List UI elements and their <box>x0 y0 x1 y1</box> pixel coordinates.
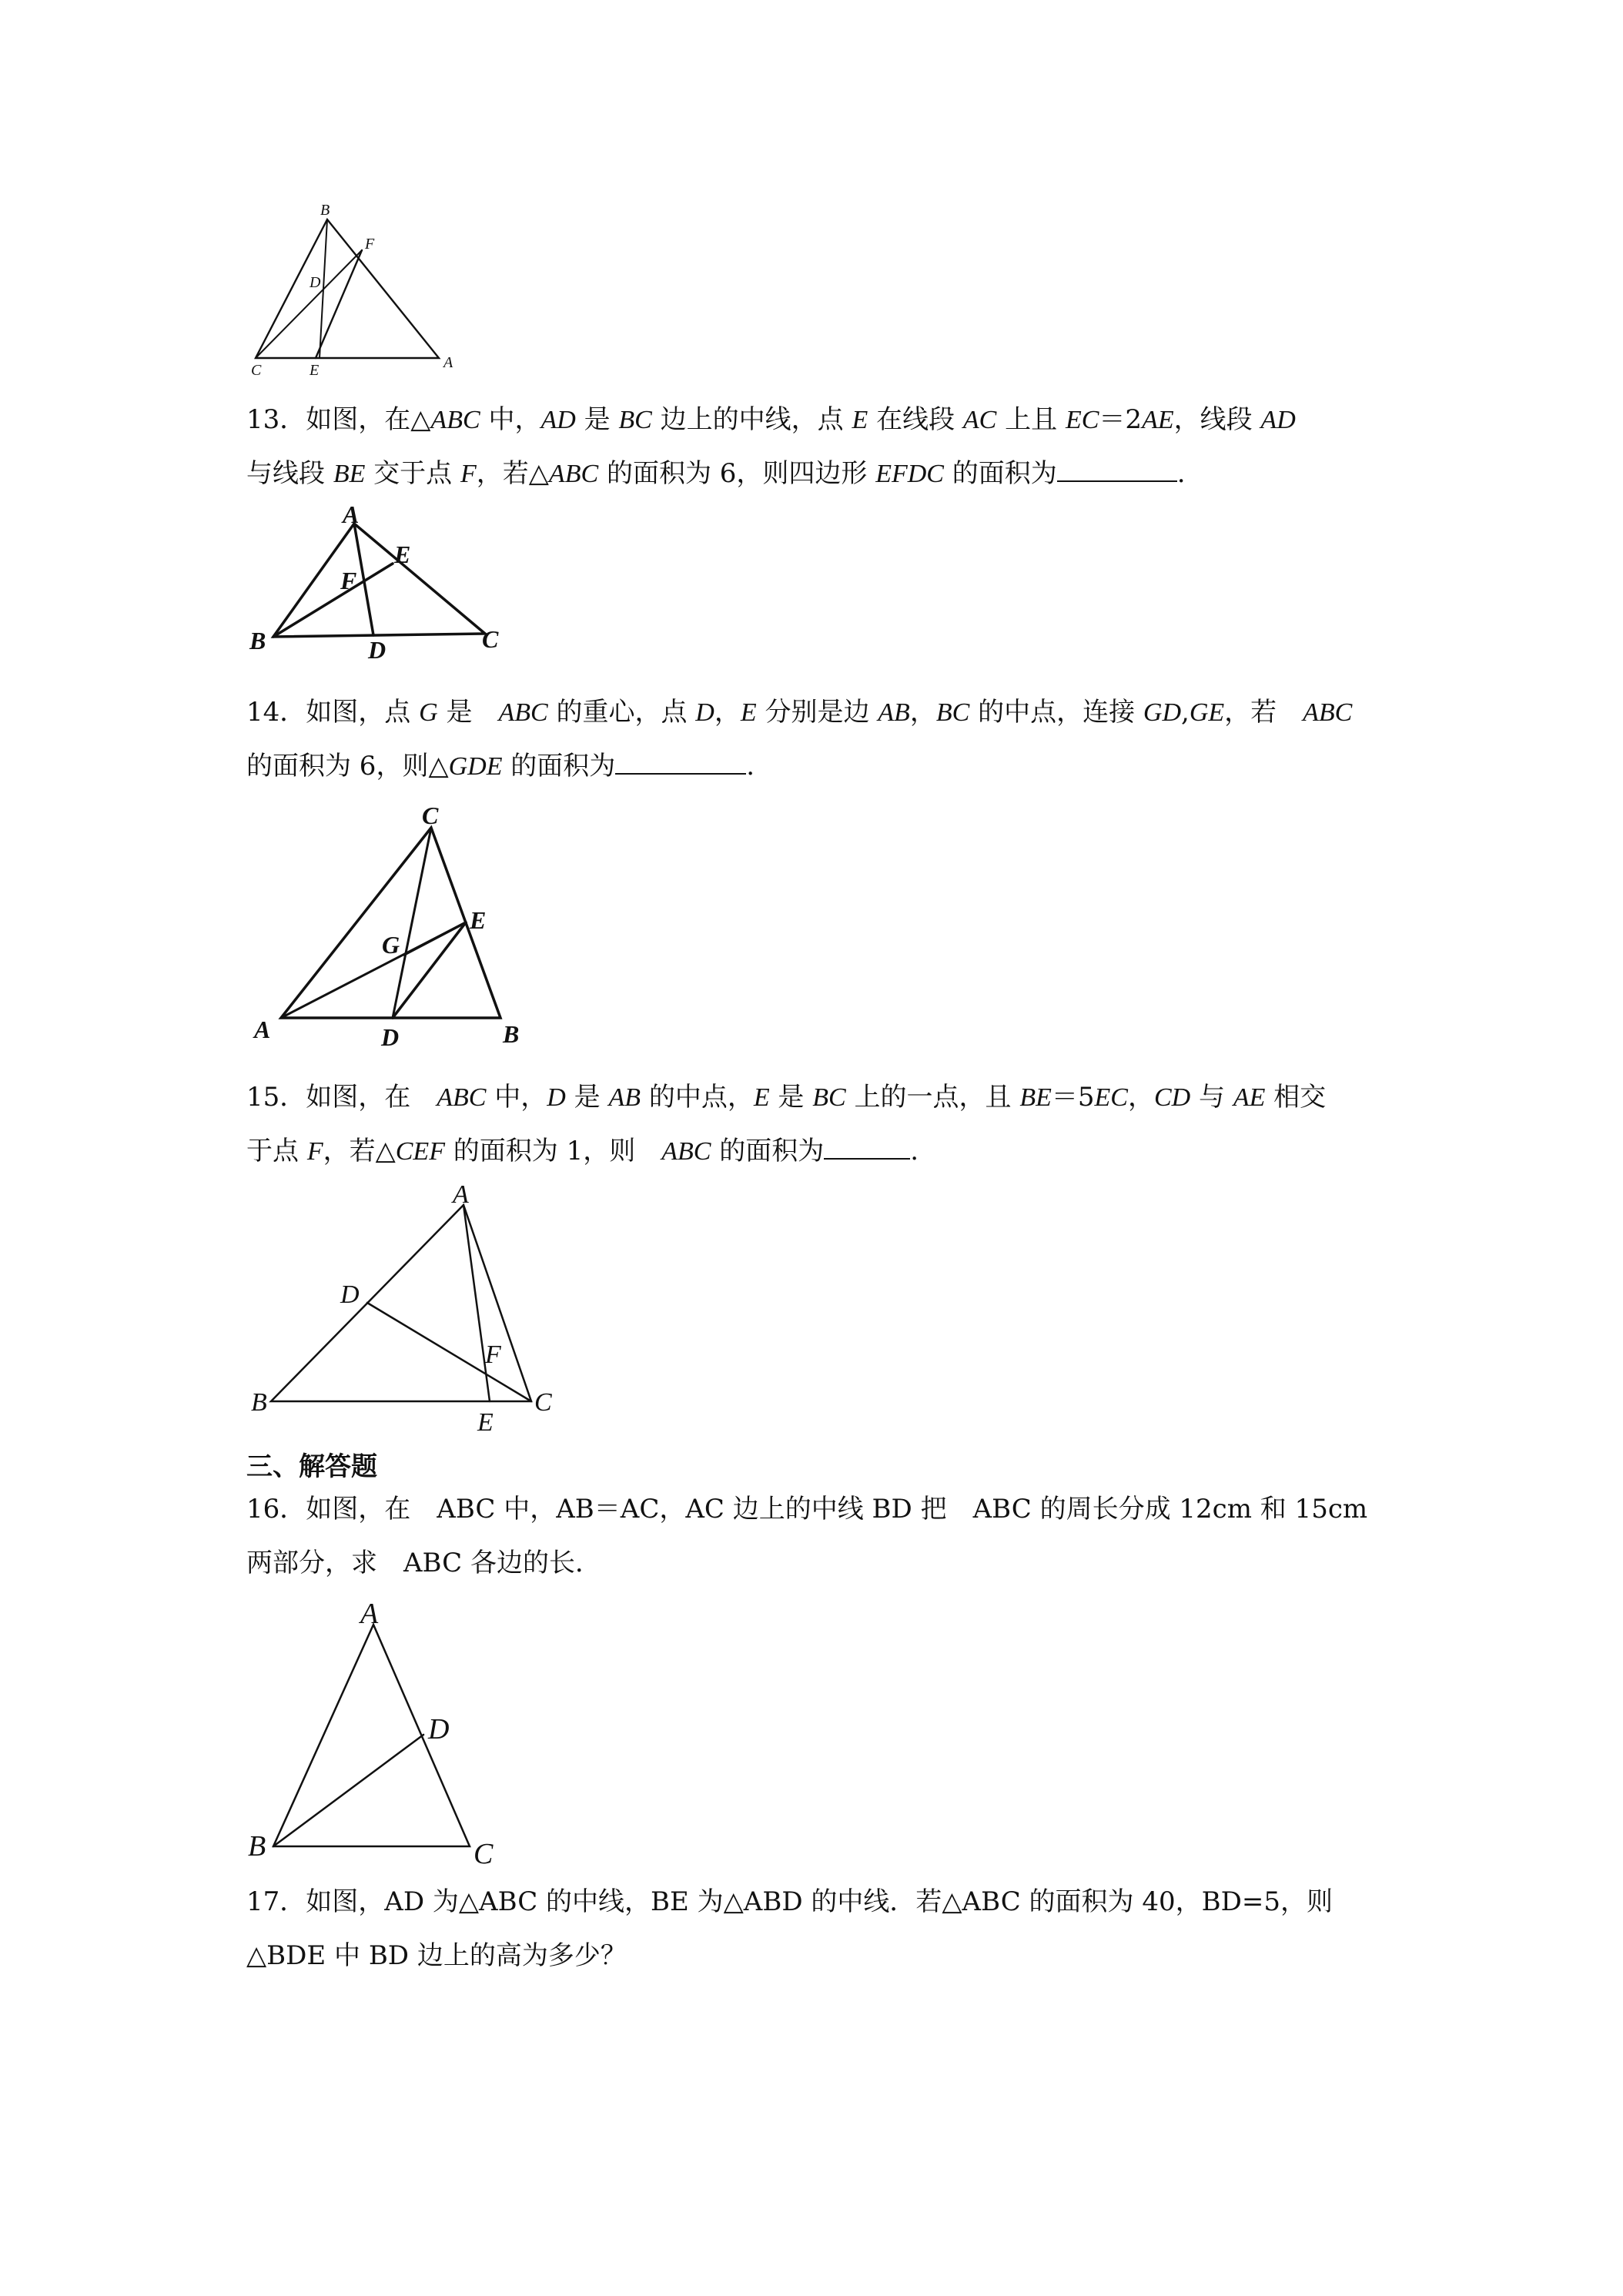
label-c: C <box>251 362 262 379</box>
answer-blank <box>1057 457 1177 482</box>
triangle-abc <box>273 524 485 637</box>
label-d: D <box>310 274 321 291</box>
label-d: D <box>368 636 387 664</box>
label-e: E <box>310 362 320 379</box>
label-b: B <box>251 1388 267 1417</box>
segment-ge <box>404 922 466 955</box>
segment-ad <box>354 524 373 635</box>
label-b: B <box>503 1020 520 1048</box>
median-cd <box>393 828 431 1018</box>
answer-blank <box>615 750 746 775</box>
label-c: C <box>474 1838 494 1870</box>
segment-fc <box>256 250 362 358</box>
question-14-line-2: 的面积为 6，则△GDE 的面积为 . <box>246 751 755 782</box>
label-b: B <box>249 627 266 654</box>
label-a: A <box>453 1180 469 1209</box>
label-c: C <box>482 625 499 653</box>
question-17-line-1: 17．如图，AD 为△ABC 的中线，BE 为△ABD 的中线．若△ABC 的面积为 40，BD=5，则 <box>246 1886 1333 1917</box>
triangle-abc <box>256 219 439 358</box>
label-a: A <box>254 1016 271 1043</box>
figure-q13 <box>246 500 524 666</box>
label-c: C <box>422 802 439 829</box>
label-f: F <box>365 236 375 253</box>
question-15-line-1: 15．如图，在 ABC 中，D 是 AB 的中点，E 是 BC 上的一点，且 BE＝5EC，CD 与 AE 相交 <box>246 1082 1327 1113</box>
answer-blank <box>824 1135 910 1160</box>
question-17-line-2: △BDE 中 BD 边上的高为多少？ <box>246 1940 627 1971</box>
question-16-line-1: 16．如图，在 ABC 中，AB＝AC，AC 边上的中线 BD 把 ABC 的周长分成 12cm 和 15cm <box>246 1494 1368 1525</box>
label-d: D <box>428 1713 450 1745</box>
label-f: F <box>340 567 357 594</box>
median-bd <box>273 1735 423 1846</box>
segment-dc <box>367 1303 531 1401</box>
label-b: B <box>248 1830 266 1863</box>
figure-q16 <box>246 1594 524 1871</box>
section-heading: 三、解答题 <box>246 1451 377 1482</box>
question-14-line-1: 14．如图，点 G 是 ABC 的重心，点 D，E 分别是边 AB，BC 的中点，连接 GD,GE，若 ABC <box>246 697 1353 728</box>
label-f: F <box>485 1340 501 1369</box>
label-b: B <box>320 202 330 219</box>
label-e: E <box>394 541 411 568</box>
label-e: E <box>477 1408 494 1437</box>
label-a: A <box>343 500 360 528</box>
figure-q14 <box>246 801 539 1063</box>
triangle-abc <box>271 1205 531 1401</box>
question-15-line-2: 于点 F，若△CEF 的面积为 1，则 ABC 的面积为 . <box>246 1136 919 1166</box>
question-13-line-2: 与线段 BE 交于点 F，若△ABC 的面积为 6，则四边形 EFDC 的面积为 . <box>246 458 1186 489</box>
question-13-line-1: 13．如图，在△ABC 中，AD 是 BC 边上的中线，点 E 在线段 AC 上且 EC＝2AE，线段 AD <box>246 404 1296 435</box>
question-16-line-2: 两部分，求 ABC 各边的长． <box>246 1548 601 1578</box>
label-g: G <box>382 931 400 959</box>
label-a: A <box>443 354 453 371</box>
label-c: C <box>534 1388 552 1417</box>
segment-ae <box>463 1205 490 1401</box>
segment-de <box>393 922 466 1018</box>
triangle-abc <box>281 828 500 1018</box>
label-a: A <box>360 1598 379 1630</box>
figure-q12 <box>246 196 477 381</box>
label-e: E <box>470 906 487 934</box>
label-d: D <box>340 1280 360 1309</box>
segment-be <box>273 564 393 637</box>
label-d: D <box>381 1023 400 1051</box>
figure-q15 <box>246 1180 585 1440</box>
